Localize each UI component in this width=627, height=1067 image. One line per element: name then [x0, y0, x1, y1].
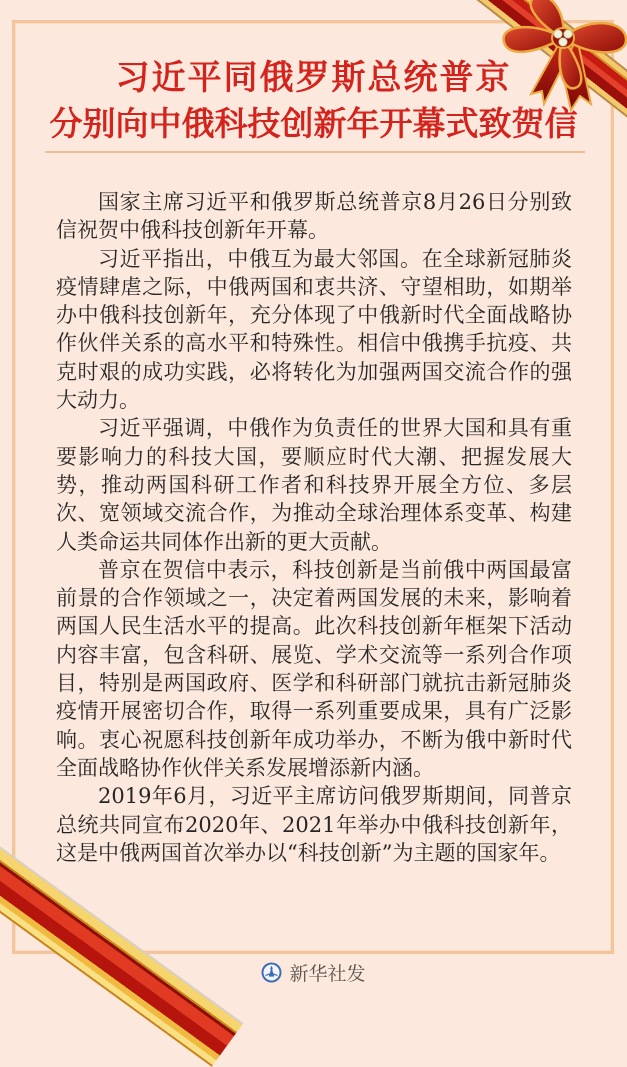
paragraph-1: 国家主席习近平和俄罗斯总统普京8月26日分别致信祝贺中俄科技创新年开幕。: [56, 190, 572, 243]
paragraph-2: 习近平指出，中俄互为最大邻国。在全球新冠肺炎疫情肆虐之际，中俄两国和衷共济、守望相助，如期举办中俄科技创新年，充分体现了中俄新时代全面战略协作伙伴关系的高水平和特殊性。相信中俄携手抗疫、共克时艰的成功实践，必将转化为加强两国交流合作的强大动力。: [56, 246, 572, 413]
paragraph-3: 习近平强调，中俄作为负责任的世界大国和具有重要影响力的科技大国，要顺应时代大潮、把握发展大势，推动两国科研工作者和科技界开展全方位、多层次、宽领域交流合作，为推动全球治理体系变革、构建人类命运共同体作出新的更大贡献。: [56, 416, 572, 554]
ribbon-bow-icon: [485, 0, 627, 121]
headline-line-2: 分别向中俄科技创新年开幕式致贺信: [49, 104, 578, 143]
headline-line-1: 习近平同俄罗斯总统普京: [115, 58, 512, 98]
credit-text: 新华社发: [289, 963, 366, 985]
xinhua-emblem-icon: [261, 962, 282, 983]
title-divider: [45, 151, 585, 153]
article-body: [56, 188, 572, 867]
paragraph-4: 普京在贺信中表示，科技创新是当前俄中两国最富前景的合作领域之一，决定着两国发展的未来，影响着两国人民生活水平的提高。此次科技创新年框架下活动内容丰富，包含科研、展览、学术交流等一系列合作项目，特别是两国政府、医学和科研部门就抗击新冠肺炎疫情开展密切合作，取得一系列重要成果，具有广泛影响。衷心祝愿科技创新年成功举办，不断为俄中新时代全面战略协作伙伴关系发展增添新内涵。: [56, 557, 572, 780]
paragraph-5: 2019年6月，习近平主席访问俄罗斯期间，同普京总统共同宣布2020年、2021年举办中俄科技创新年，这是中俄两国首次举办以“科技创新”为主题的国家年。: [56, 784, 572, 865]
